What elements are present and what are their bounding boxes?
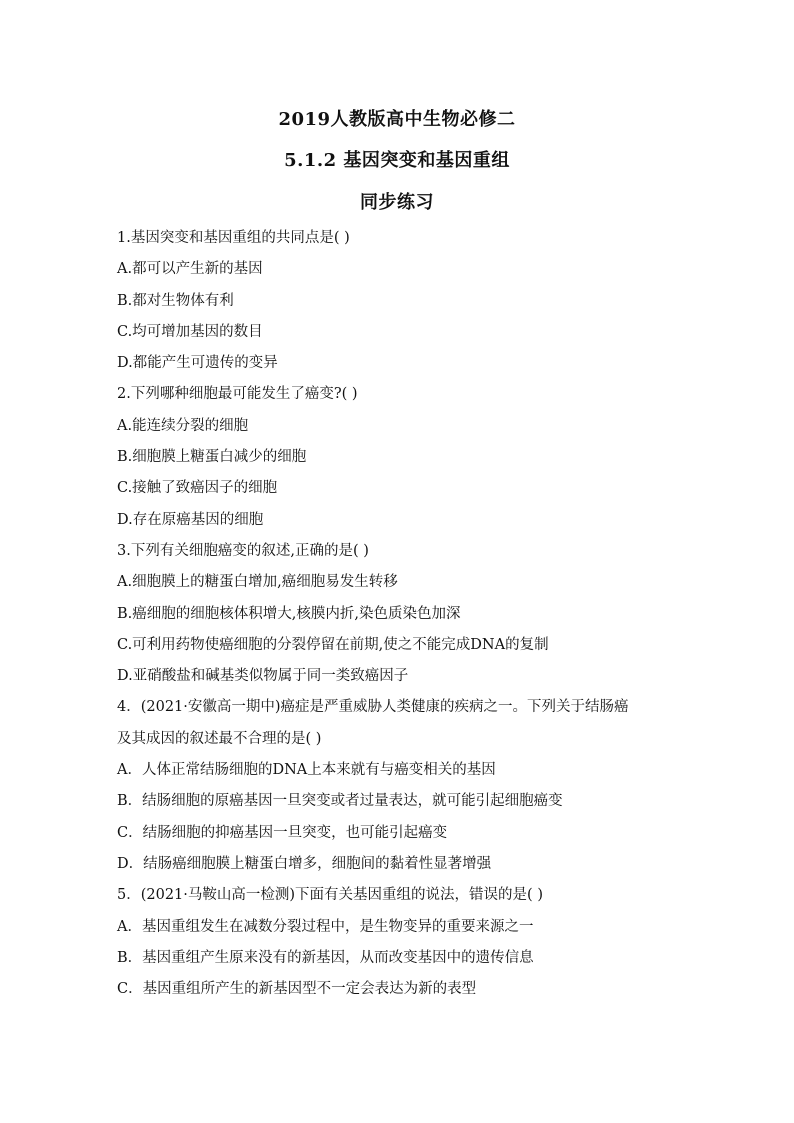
question-5-option-a: A．基因重组发生在减数分裂过程中，是生物变异的重要来源之一 bbox=[117, 918, 534, 935]
question-4-option-b: B．结肠细胞的原癌基因一旦突变或者过量表达，就可能引起细胞癌变 bbox=[117, 793, 563, 810]
question-1-option-a: A.都可以产生新的基因 bbox=[117, 261, 263, 278]
question-4-option-d: D．结肠癌细胞膜上糖蛋白增多，细胞间的黏着性显著增强 bbox=[117, 855, 492, 872]
question-4-option-a: A．人体正常结肠细胞的DNA上本来就有与癌变相关的基因 bbox=[117, 762, 496, 779]
document-title: 2019人教版高中生物必修二 bbox=[278, 109, 516, 130]
question-list bbox=[117, 227, 717, 1009]
section-title: 5.1.2 基因突变和基因重组 bbox=[284, 150, 510, 171]
question-2-stem: 2.下列哪种细胞最可能发生了癌变?( ) bbox=[117, 386, 358, 403]
question-2-option-b: B.细胞膜上糖蛋白减少的细胞 bbox=[117, 449, 307, 466]
question-3-stem: 3.下列有关细胞癌变的叙述,正确的是( ) bbox=[117, 542, 369, 559]
question-3-option-b: B.癌细胞的细胞核体积增大,核膜内折,染色质染色加深 bbox=[117, 605, 461, 622]
question-1-option-b: B.都对生物体有利 bbox=[117, 292, 234, 309]
question-1-option-c: C.均可增加基因的数目 bbox=[117, 323, 263, 340]
question-3-option-a: A.细胞膜上的糖蛋白增加,癌细胞易发生转移 bbox=[117, 574, 398, 591]
question-1-stem: 1.基因突变和基因重组的共同点是( ) bbox=[117, 230, 350, 246]
question-3-option-d: D.亚硝酸盐和碱基类似物属于同一类致癌因子 bbox=[117, 668, 409, 685]
question-4-option-c: C．结肠细胞的抑癌基因一旦突变，也可能引起癌变 bbox=[117, 824, 448, 841]
question-2-option-d: D.存在原癌基因的细胞 bbox=[117, 511, 264, 528]
question-5-stem: 5．(2021·马鞍山高一检测)下面有关基因重组的说法，错误的是( ) bbox=[117, 887, 543, 904]
question-5-option-b: B．基因重组产生原来没有的新基因，从而改变基因中的遗传信息 bbox=[117, 949, 534, 966]
question-2-option-c: C.接触了致癌因子的细胞 bbox=[117, 480, 278, 497]
question-4-stem: 4．(2021·安徽高一期中)癌症是严重威胁人类健康的疾病之一。下列关于结肠癌 bbox=[117, 699, 629, 716]
question-3-option-c: C.可利用药物使癌细胞的分裂停留在前期,使之不能完成DNA的复制 bbox=[117, 636, 549, 653]
question-1-option-d: D.都能产生可遗传的变异 bbox=[117, 355, 278, 372]
question-2-option-a: A.能连续分裂的细胞 bbox=[117, 417, 249, 434]
question-5-option-c: C．基因重组所产生的新基因型不一定会表达为新的表型 bbox=[117, 981, 477, 998]
exercise-heading: 同步练习 bbox=[360, 192, 434, 213]
question-4-stem-continued: 及其成因的叙述最不合理的是( ) bbox=[117, 730, 322, 747]
